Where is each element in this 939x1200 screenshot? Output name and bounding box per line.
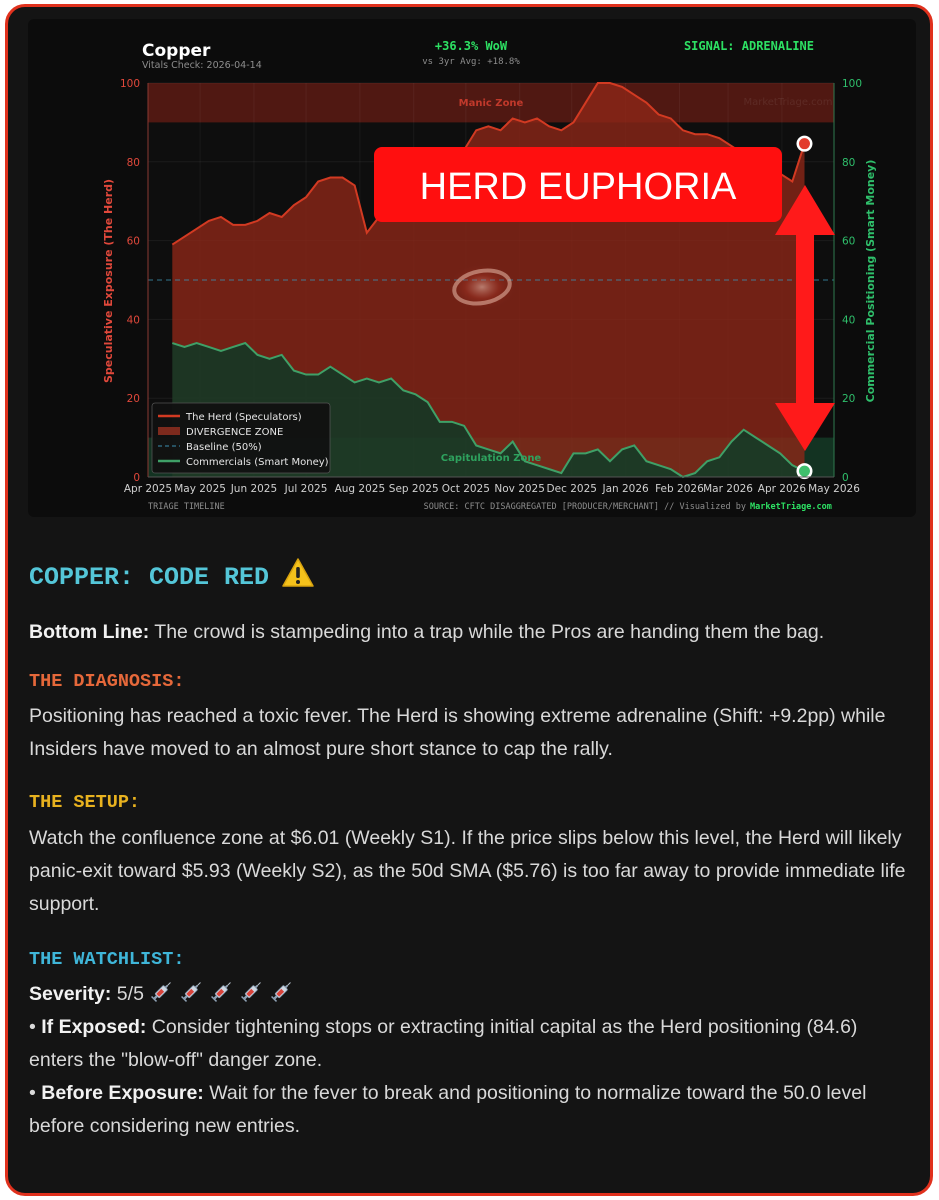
wow-change: +36.3% WoW bbox=[434, 39, 508, 53]
timeline-footer: TRIAGE TIMELINE bbox=[148, 502, 225, 512]
capitulation-zone-label: Capitulation Zone bbox=[440, 453, 542, 464]
if-exposed-text: Consider tightening stops or extracting initial capital as the Herd positioning (84.6) enters the "blow-off" danger zone. bbox=[29, 1016, 858, 1072]
x-tick-label: Jun 2025 bbox=[230, 483, 278, 495]
positioning-chart bbox=[28, 19, 916, 517]
x-tick-label: Oct 2025 bbox=[441, 483, 490, 495]
bullet: • bbox=[29, 1016, 42, 1039]
before-exposure-label: Before Exposure: bbox=[41, 1082, 204, 1105]
x-tick-label: Sep 2025 bbox=[388, 483, 439, 495]
source-footer: SOURCE: CFTC DISAGGREGATED [PRODUCER/MERCHANT] // Visualized by bbox=[423, 502, 746, 512]
manic-zone-label: Manic Zone bbox=[458, 98, 524, 109]
y-tick-right: 80 bbox=[842, 156, 856, 169]
watchlist-title: THE WATCHLIST: bbox=[29, 949, 185, 970]
x-tick-label: May 2026 bbox=[808, 483, 860, 495]
x-tick-label: Mar 2026 bbox=[703, 483, 753, 495]
syringe-icon bbox=[269, 979, 295, 1003]
if-exposed-item bbox=[29, 1011, 909, 1077]
diagnosis-text: Positioning has reached a toxic fever. The Herd is showing extreme adrenaline (Shift: +9.2pp) while Insiders have moved to an almost pure short stance to cap the rally. bbox=[29, 705, 886, 760]
y-tick-right: 60 bbox=[842, 235, 856, 248]
setup-text: Watch the confluence zone at $6.01 (Weekly S1). If the price slips below this level, the Herd will likely panic-exit toward $5.93 (Weekly S2), as the 50d SMA ($5.76) is too far away to provide immediate life support. bbox=[29, 827, 906, 915]
x-tick-label: Apr 2025 bbox=[123, 483, 173, 495]
y-axis-left-title: Speculative Exposure (The Herd) bbox=[102, 178, 115, 384]
diagnosis-title: THE DIAGNOSIS: bbox=[29, 671, 185, 692]
x-tick-label: Nov 2025 bbox=[494, 483, 545, 495]
chart-subtitle: Vitals Check: 2026-04-14 bbox=[142, 60, 262, 71]
y-tick-right: 100 bbox=[842, 78, 863, 90]
bottom-line-text: The crowd is stampeding into a trap while the Pros are handing them the bag. bbox=[149, 621, 825, 643]
y-tick-left: 20 bbox=[126, 393, 140, 406]
headline-text: COPPER: CODE RED bbox=[29, 562, 270, 592]
x-tick-label: Apr 2026 bbox=[757, 483, 807, 495]
y-tick-left: 100 bbox=[119, 78, 140, 90]
herd-latest-marker bbox=[799, 138, 810, 149]
x-tick-label: Jul 2025 bbox=[284, 483, 328, 495]
chart-panel bbox=[28, 19, 916, 517]
y-tick-right: 0 bbox=[842, 472, 849, 484]
x-tick-label: Jan 2026 bbox=[602, 483, 649, 495]
analysis-article bbox=[29, 555, 909, 1143]
brand-footer: MarketTriage.com bbox=[750, 502, 832, 512]
severity-row bbox=[29, 978, 909, 1011]
legend-swatch-divergence bbox=[158, 427, 180, 435]
card-frame bbox=[5, 4, 933, 1196]
legend-item-label: Commercials (Smart Money) bbox=[186, 457, 329, 468]
article-headline bbox=[29, 555, 909, 599]
x-tick-label: Feb 2026 bbox=[655, 483, 704, 495]
y-tick-left: 40 bbox=[126, 314, 140, 327]
bottom-line bbox=[29, 616, 909, 649]
legend-item-label: The Herd (Speculators) bbox=[186, 412, 302, 423]
y-tick-left: 60 bbox=[126, 235, 140, 248]
severity-syringes bbox=[149, 978, 299, 1011]
y-tick-right: 40 bbox=[842, 314, 856, 327]
legend-item-label: DIVERGENCE ZONE bbox=[186, 427, 284, 438]
x-tick-label: May 2025 bbox=[174, 483, 226, 495]
chart-legend bbox=[152, 403, 330, 473]
commercials-latest-marker bbox=[799, 466, 810, 477]
x-tick-label: Dec 2025 bbox=[546, 483, 597, 495]
severity-label: Severity: bbox=[29, 983, 112, 1005]
before-exposure-item bbox=[29, 1077, 909, 1143]
y-tick-right: 20 bbox=[842, 393, 856, 406]
y-tick-left: 0 bbox=[133, 472, 140, 484]
signal-label: SIGNAL: ADRENALINE bbox=[683, 39, 814, 53]
watermark-text: MarketTriage.com bbox=[743, 97, 833, 108]
warning-icon bbox=[281, 557, 315, 597]
syringe-icon bbox=[239, 979, 265, 1003]
legend-item-label: Baseline (50%) bbox=[186, 442, 262, 453]
y-axis-right-title: Commercial Positioning (Smart Money) bbox=[864, 159, 877, 403]
bullet: • bbox=[29, 1082, 42, 1105]
chart-title: Copper bbox=[142, 41, 211, 61]
y-tick-left: 80 bbox=[126, 156, 140, 169]
syringe-icon bbox=[149, 979, 175, 1003]
bottom-line-label: Bottom Line: bbox=[29, 621, 150, 643]
setup-title: THE SETUP: bbox=[29, 792, 141, 813]
syringe-icon bbox=[179, 979, 205, 1003]
before-exposure-text: Wait for the fever to break and positioning to normalize toward the 50.0 level before considering new entries. bbox=[29, 1082, 867, 1138]
three-year-average: vs 3yr Avg: +18.8% bbox=[422, 57, 520, 67]
divergence-arrow-shaft bbox=[796, 231, 814, 405]
syringe-icon bbox=[209, 979, 235, 1003]
if-exposed-label: If Exposed: bbox=[41, 1016, 147, 1039]
severity-value: 5/5 bbox=[111, 983, 150, 1005]
x-tick-label: Aug 2025 bbox=[334, 483, 386, 495]
herd-euphoria-label: HERD EUPHORIA bbox=[419, 166, 737, 208]
